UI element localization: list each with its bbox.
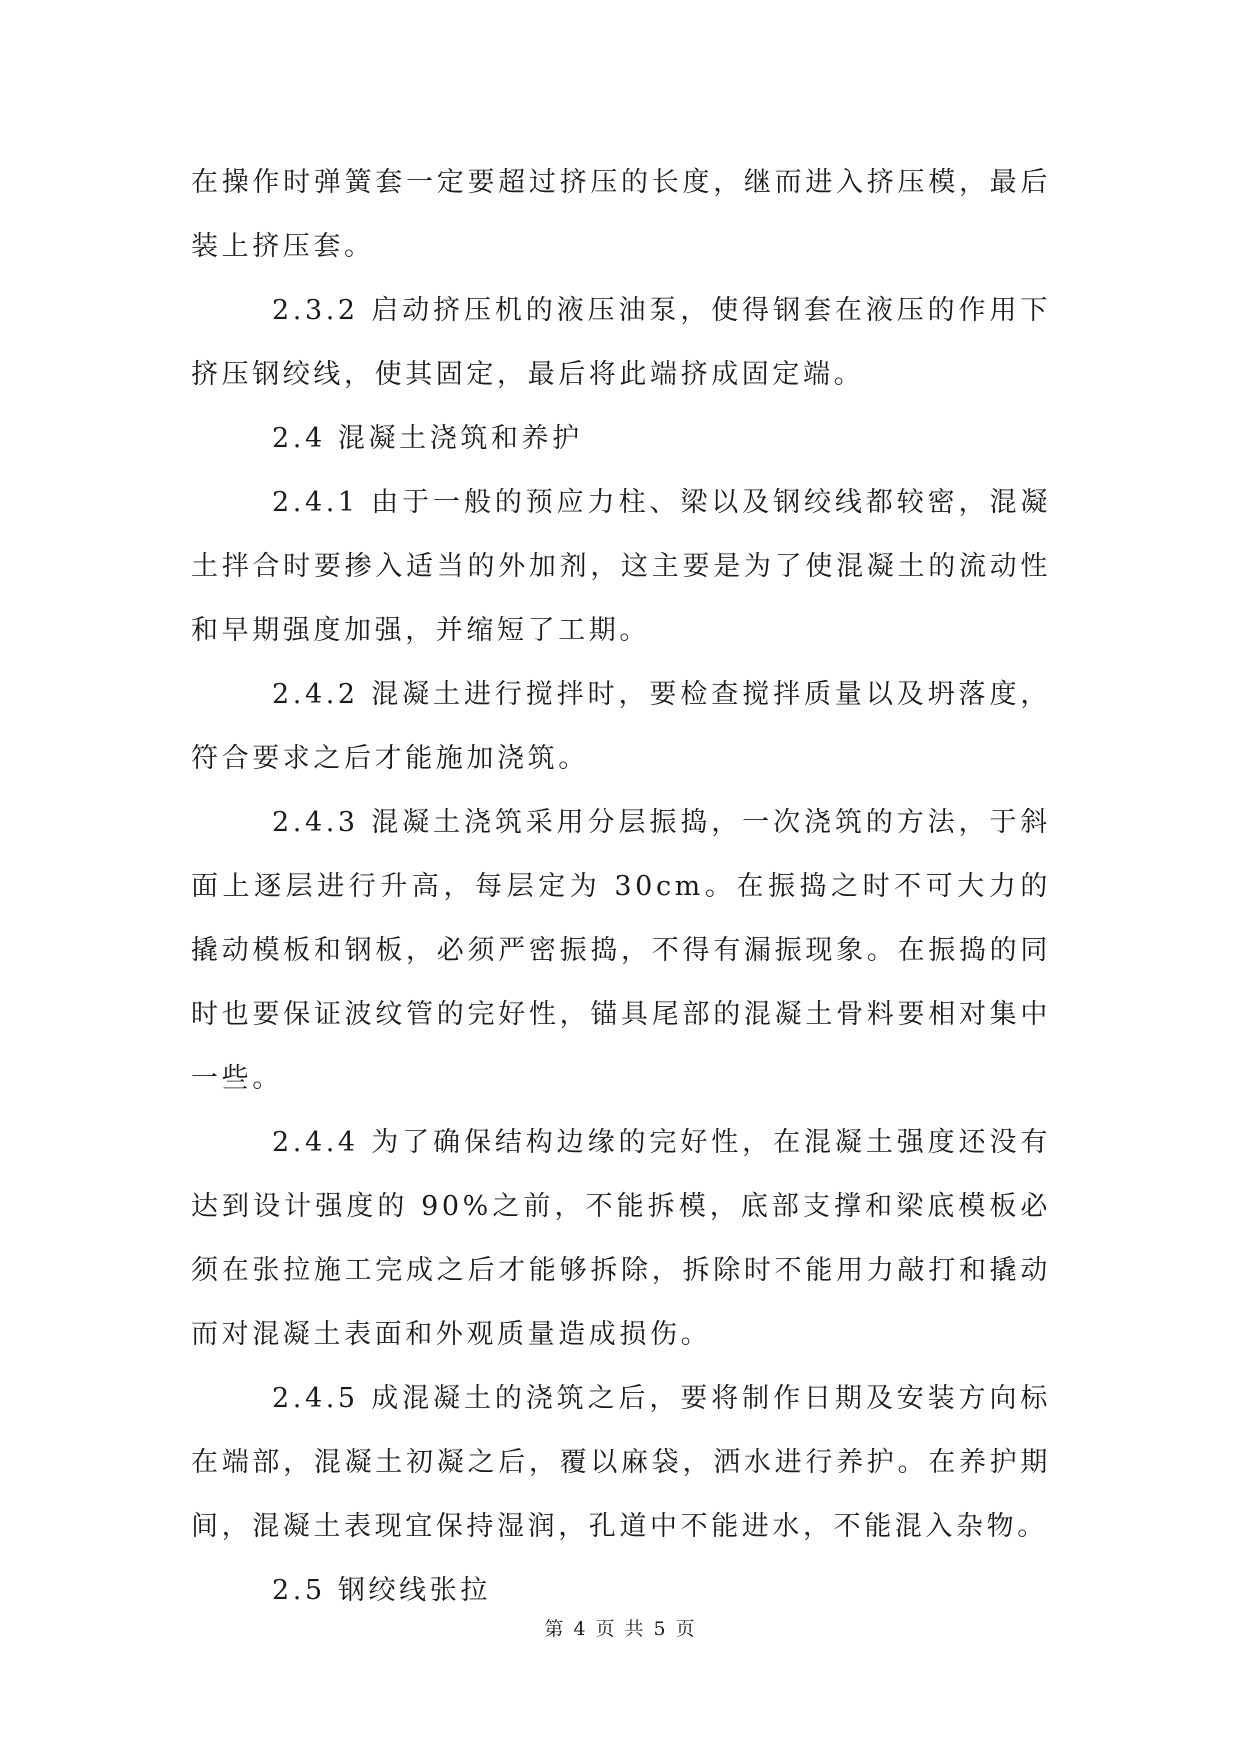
paragraph-2-4-4: 2.4.4 为了确保结构边缘的完好性，在混凝土强度还没有达到设计强度的 90%之前，不能拆模，底部支撑和梁底模板必须在张拉施工完成之后才能够拆除，拆除时不能用力敲打和撬动而对混凝土表面和外观质量造成损伤。 [191,1127,1051,1350]
section-heading-2-5: 2.5 钢绞线张拉 [272,1575,491,1606]
paragraph-2-4-1: 2.4.1 由于一般的预应力柱、梁以及钢绞线都较密，混凝土拌合时要掺入适当的外加剂，这主要是为了使混凝土的流动性和早期强度加强，并缩短了工期。 [191,487,1051,646]
document-body [191,151,1051,1623]
paragraph-1: 在操作时弹簧套一定要超过挤压的长度，继而进入挤压模，最后装上挤压套。 [191,167,1051,262]
page-footer: 第 4 页 共 5 页 [544,1618,697,1640]
section-heading-2-4: 2.4 混凝土浇筑和养护 [272,423,583,454]
paragraph-2-4-3: 2.4.3 混凝土浇筑采用分层振捣，一次浇筑的方法，于斜面上逐层进行升高，每层定为 30cm。在振捣之时不可大力的撬动模板和钢板，必须严密振捣，不得有漏振现象。在振捣的同时也要保证波纹管的完好性，锚具尾部的混凝土骨料要相对集中一些。 [191,807,1051,1094]
paragraph-2: 2.3.2 启动挤压机的液压油泵，使得钢套在液压的作用下挤压钢绞线，使其固定，最后将此端挤成固定端。 [191,295,1051,390]
paragraph-2-4-5: 2.4.5 成混凝土的浇筑之后，要将制作日期及安装方向标在端部，混凝土初凝之后，覆以麻袋，洒水进行养护。在养护期间，混凝土表现宜保持湿润，孔道中不能进水，不能混入杂物。 [191,1383,1051,1542]
paragraph-2-4-2: 2.4.2 混凝土进行搅拌时，要检查搅拌质量以及坍落度，符合要求之后才能施加浇筑。 [191,679,1051,774]
